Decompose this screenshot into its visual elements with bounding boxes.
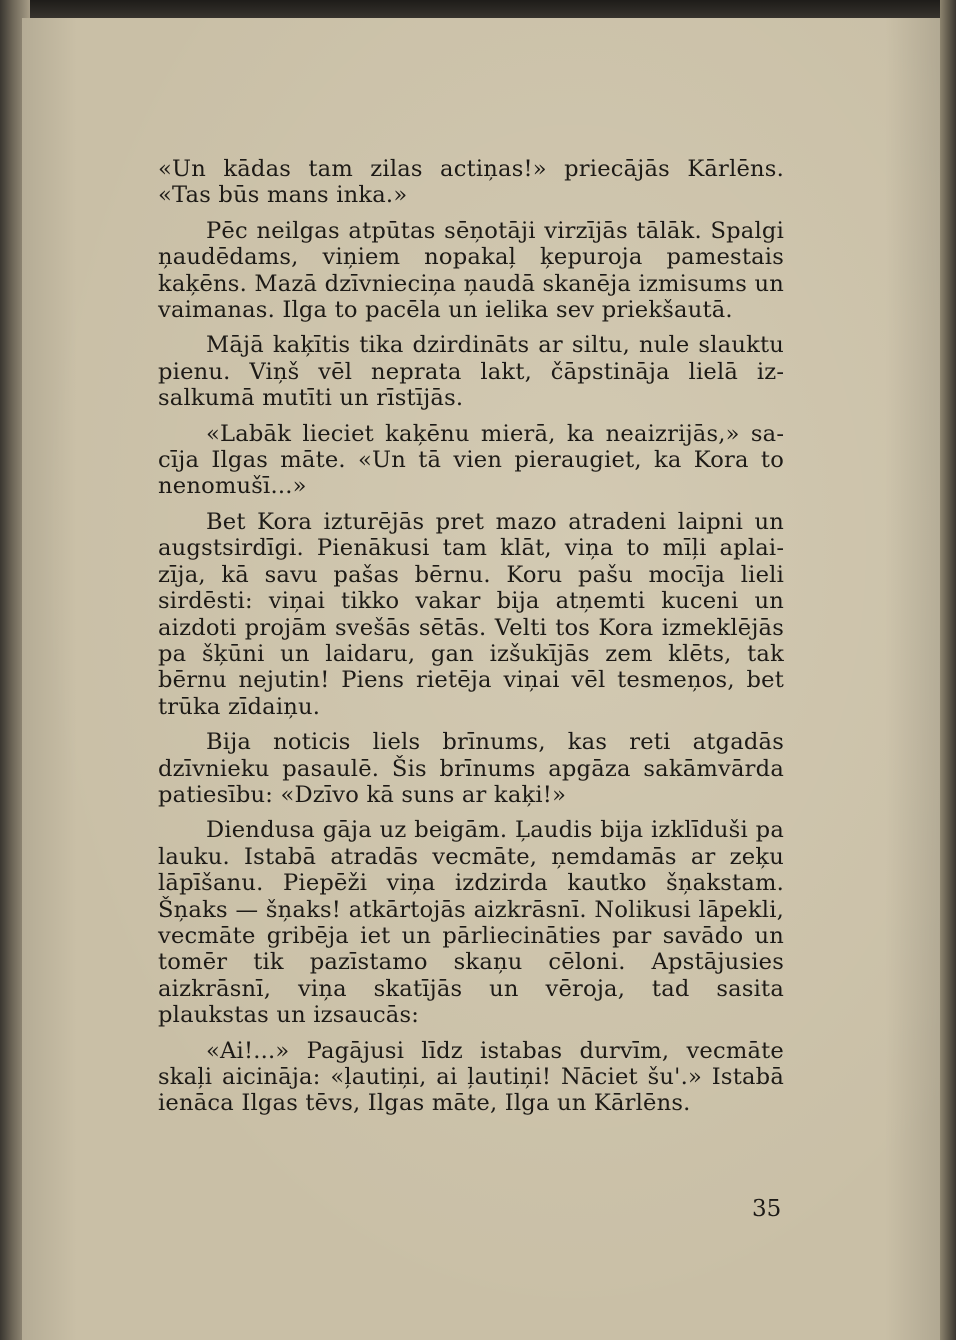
paragraph: «Labāk lieciet kaķēnu mierā, ka neaizrijās,» sacīja Ilgas māte. «Un tā vien pieraugiet, ka Kora to nenomušī...» (158, 420, 784, 500)
paragraph: Bija noticis liels brīnums, kas reti atgadās dzīvnieku pasaulē. Šis brīnums apgāza sakāmvārda patiesību: «Dzīvo kā suns ar kaķi!» (158, 729, 784, 808)
paragraph: Diendusa gāja uz beigām. Ļaudis bija izklīduši pa lauku. Istabā atradās vecmāte, ņemdamās ar zeķu lāpīšanu. Piepēži viņa izdzirda kautko šņakstam. Šņaks — šņaks! atkārtojās aizkrāsnī. Nolikusi lāpekli, vecmāte gribēja iet un pārliecināties par savādo un tomēr tik pazīstamo skaņu cēloni. Apstājusies aizkrāsnī, viņa skatījās un vēroja, tad sasita plaukstas un izsaucās: (158, 817, 784, 1029)
paragraph: Bet Kora izturējās pret mazo atradeni laipni un augstsirdīgi. Pienākusi tam klāt, viņa to mīļi aplaizīja, kā savu pašas bērnu. Koru pašu mocīja lieli sirdēsti: viņai tikko vakar bija atņemti kuceni un aizdoti projām svešās sētās. Velti tos Kora izmeklējās pa šķūni un laidaru, gan izšukījās zem klēts, tak bērnu nejutin! Piens rietēja viņai vēl tesmeņos, bet trūka zīdaiņu. (158, 508, 784, 720)
book-page-edge (940, 0, 956, 1340)
paragraph: Mājā kaķītis tika dzirdināts ar siltu, nule slauktu pienu. Viņš vēl neprata lakt, čāpstināja lielā izsalkumā mutīti un rīstījās. (158, 332, 784, 412)
paragraph: «Un kādas tam zilas actiņas!» priecājās Kārlēns. «Tas būs mans inka.» (158, 156, 784, 209)
page-text (158, 156, 784, 1126)
paragraph: «Ai!...» Pagājusi līdz istabas durvīm, vecmāte skaļi aicināja: «ļautiņi, ai ļautiņi! Nāciet šu'.» Istabā ienāca Ilgas tēvs, Ilgas māte, Ilga un Kārlēns. (158, 1037, 784, 1117)
page-number: 35 (752, 1196, 782, 1222)
paragraph: Pēc neilgas atpūtas sēņotāji virzījās tālāk. Spalgi ņaudēdams, viņiem nopakaļ ķepuroja pamestais kaķēns. Mazā dzīvnieciņa ņaudā skanēja izmisums un vaimanas. Ilga to pacēla un ielika sev priekšautā. (158, 217, 784, 324)
